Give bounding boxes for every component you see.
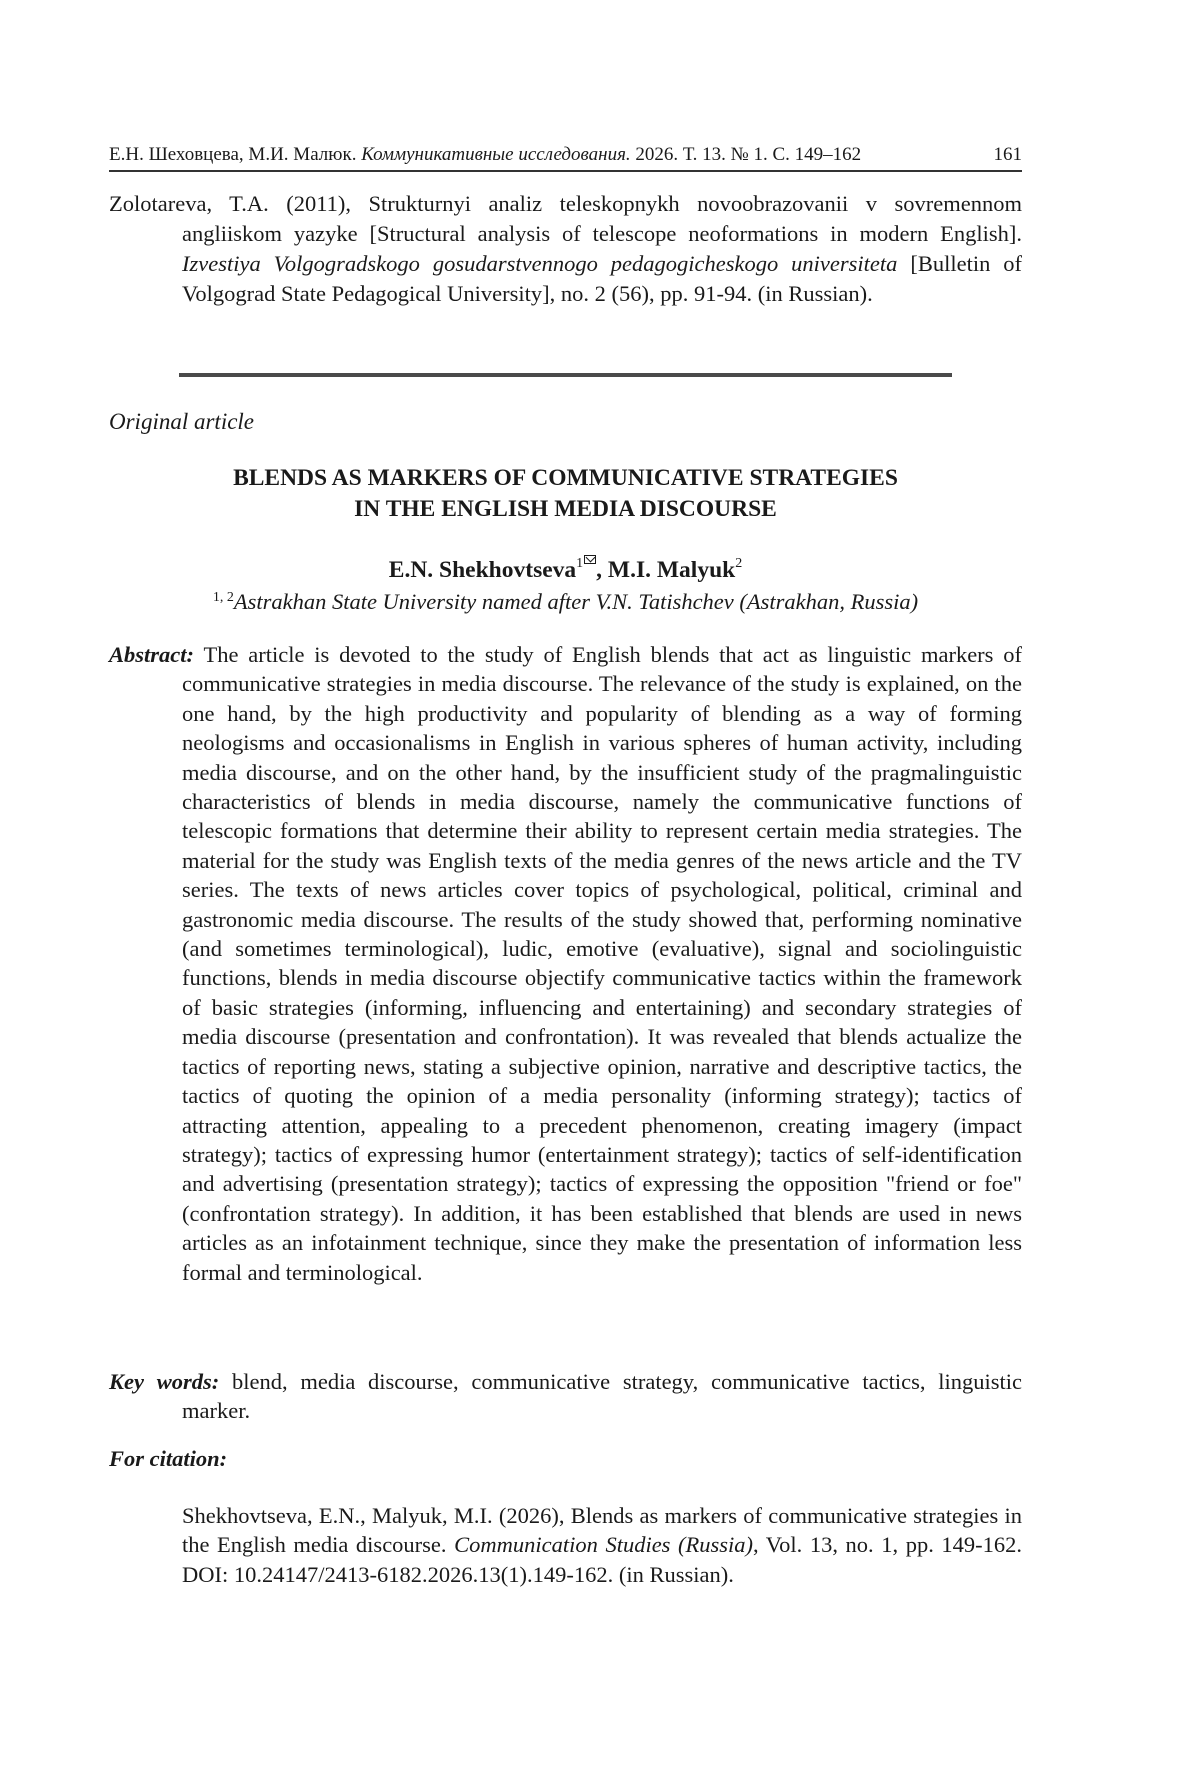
abstract-label: Abstract:	[109, 642, 195, 667]
citation-journal: Communication Studies (Russia)	[454, 1532, 754, 1558]
title-line-1: BLENDS AS MARKERS OF COMMUNICATIVE STRATEGIES	[233, 465, 898, 491]
author-1-affil: 1	[576, 556, 584, 571]
header-journal: Коммуникативные исследования.	[361, 144, 631, 165]
header-authors: Е.Н. Шеховцева, М.И. Малюк.	[109, 144, 362, 165]
article-type: Original article	[109, 409, 255, 434]
abstract-text: The article is devoted to the study of English blends that act as linguistic markers of communicative strategies in media discourse. The relevance of the study is explained, on the one hand, by the high productivity and popularity of blending as a way of forming neologisms and occasionalisms in English in various spheres of human activity, including media discourse, and on the other hand, by the insufficient study of the pragmalinguistic characteristics of blends in media discourse, namely the communicative functions of telescopic formations that determine their ability to represent certain media strategies. The material for the study was English texts of the media genres of the news article and the TV series. The texts of news articles cover topics of psychological, political, criminal and gastronomic media discourse. The results of the study showed that, performing nominative (and sometimes terminological), ludic, emotive (evaluative), signal and sociolinguistic functions, blends in media discourse objectify communicative tactics within the framework of basic strategies (informing, influencing and entertaining) and secondary strategies of media discourse (presentation and confrontation). It was revealed that blends actualize the tactics of reporting news, stating a subjective opinion, narrative and descriptive tactics, the tactics of quoting the opinion of a media personality (informing strategy); tactics of attracting attention, appealing to a precedent phenomenon, creating imagery (impact strategy); tactics of expressing humor (entertainment strategy); tactics of self-identification and advertising (presentation strategy); tactics of expressing the opposition "friend or foe" (confrontation strategy). In addition, it has been established that blends are used in news articles as an infotainment technique, since they make the presentation of information less formal and terminological.	[182, 642, 1023, 1285]
author-2-affil: 2	[735, 556, 743, 571]
author-1: E.N. Shekhovtseva	[388, 557, 577, 583]
article-title	[109, 463, 1022, 525]
running-header	[109, 143, 1022, 172]
keywords	[109, 1367, 1022, 1426]
citation-label: For citation:	[109, 1446, 228, 1471]
citation-part-2: , Vol. 13, no. 1, pp. 149-162. DOI: 10.24147/2413-6182.2026.13(1).149-162. (in Russian).	[182, 1532, 1023, 1587]
header-details: 2026. Т. 13. № 1. С. 149–162	[630, 144, 862, 165]
citation-part-1: Shekhovtseva, E.N., Malyuk, M.I. (2026), Blends as markers of communicative strategies in the English media discourse.	[182, 1503, 1022, 1558]
envelope-icon[interactable]	[584, 555, 596, 564]
author-2: M.I. Malyuk	[607, 557, 736, 583]
keywords-text: blend, media discourse, communicative strategy, communicative tactics, linguistic marker.	[182, 1369, 1022, 1424]
affiliation-text: Astrakhan State University named after V.N. Tatishchev (Astrakhan, Russia)	[233, 589, 919, 614]
affiliation-sup: 1, 2	[212, 590, 234, 605]
running-header-citation	[109, 143, 861, 167]
affiliation	[109, 583, 1022, 617]
reference-journal: Izvestiya Volgogradskogo gosudarstvennogo pedagogicheskogo universiteta	[182, 251, 898, 276]
abstract	[109, 640, 1022, 1287]
citation-text	[182, 1501, 1022, 1589]
authors-line	[109, 549, 1022, 585]
title-line-2: IN THE ENGLISH MEDIA DISCOURSE	[354, 496, 777, 522]
reference-text-end: [Bulletin of Volgograd State Pedagogical University], no. 2 (56), pp. 91-94. (in Russian).	[182, 251, 1022, 306]
reference-entry	[109, 189, 1022, 309]
page-number: 161	[993, 144, 1022, 165]
section-divider	[179, 373, 952, 377]
author-separator: ,	[596, 557, 608, 583]
reference-text: Zolotareva, T.A. (2011), Strukturnyi analiz teleskopnykh novoobrazovanii v sovremennom angliiskom yazyke [Structural analysis of telescope neoformations in modern English].	[109, 191, 1022, 246]
keywords-label: Key words:	[109, 1369, 220, 1394]
